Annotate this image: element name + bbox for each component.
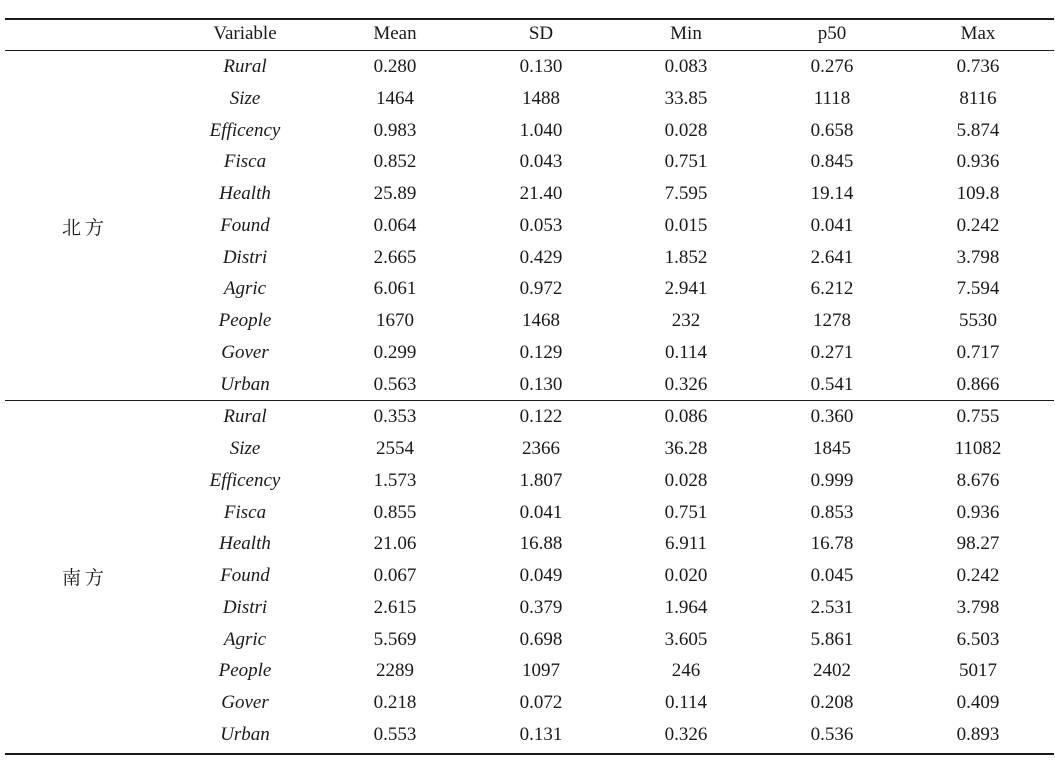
value-max: 0.936 [956, 501, 1000, 523]
value-sd: 1.040 [519, 119, 563, 141]
value-max: 11082 [954, 438, 1002, 459]
value-sd: 0.049 [519, 565, 563, 586]
value-max: 6.503 [956, 628, 1000, 650]
value-p50: 0.208 [810, 692, 854, 713]
value-min: 0.751 [664, 501, 708, 523]
value-p50: 0.541 [810, 373, 854, 395]
value-p50: 6.212 [810, 278, 854, 300]
variable-name: Rural [223, 56, 267, 77]
value-sd: 0.698 [519, 628, 563, 650]
value-min: 0.326 [664, 723, 708, 745]
value-min: 1.852 [664, 246, 708, 268]
value-mean: 0.280 [373, 56, 417, 77]
value-max: 5530 [959, 310, 997, 331]
variable-name: Distri [222, 596, 268, 618]
variable-name: Efficency [209, 469, 281, 491]
value-sd: 0.379 [519, 596, 563, 618]
value-mean: 0.553 [373, 723, 417, 745]
value-max: 0.866 [956, 373, 1000, 395]
group-label: 北方 [61, 216, 108, 239]
value-p50: 0.999 [810, 469, 854, 491]
value-sd: 0.130 [519, 56, 563, 77]
value-max: 98.27 [956, 533, 1000, 555]
value-mean: 2.665 [373, 246, 417, 268]
value-sd: 21.40 [519, 183, 563, 204]
value-min: 33.85 [664, 87, 708, 109]
variable-name: Fisca [223, 501, 267, 523]
variable-name: Gover [221, 692, 269, 713]
value-mean: 1.573 [373, 469, 417, 491]
value-max: 109.8 [956, 183, 1000, 204]
variable-name: Distri [222, 246, 268, 268]
value-p50: 0.045 [810, 565, 854, 586]
variable-name: Agric [223, 278, 267, 300]
value-max: 5017 [959, 660, 997, 682]
value-max: 0.242 [956, 214, 1000, 236]
header-min: Min [670, 23, 702, 44]
variable-name: Urban [220, 723, 270, 745]
variable-name: Gover [221, 341, 269, 363]
value-max: 0.409 [956, 692, 1000, 713]
value-min: 36.28 [664, 438, 708, 459]
value-min: 6.911 [664, 533, 708, 555]
value-max: 8.676 [956, 469, 1000, 491]
value-max: 0.717 [956, 341, 1000, 363]
value-p50: 0.536 [810, 723, 854, 745]
value-min: 7.595 [664, 183, 708, 204]
value-sd: 0.429 [519, 246, 563, 268]
value-min: 0.083 [664, 56, 708, 77]
value-mean: 1670 [376, 310, 414, 331]
value-p50: 16.78 [810, 533, 854, 555]
value-p50: 1845 [813, 438, 851, 459]
value-mean: 6.061 [373, 278, 417, 300]
value-sd: 1468 [522, 310, 560, 331]
value-min: 0.114 [664, 692, 708, 713]
header-variable: Variable [213, 23, 277, 44]
value-max: 5.874 [956, 119, 1000, 141]
value-min: 0.326 [664, 373, 708, 395]
value-p50: 0.360 [810, 406, 854, 428]
value-max: 3.798 [956, 246, 1000, 268]
value-mean: 2554 [376, 438, 414, 459]
value-min: 0.028 [664, 119, 708, 141]
variable-name: Rural [223, 406, 267, 428]
value-max: 0.736 [956, 56, 1000, 77]
value-mean: 0.353 [373, 406, 417, 428]
value-mean: 5.569 [373, 628, 417, 650]
value-max: 0.242 [956, 565, 1000, 586]
group-label: 南方 [61, 566, 108, 589]
value-sd: 0.129 [519, 341, 563, 363]
value-sd: 0.041 [519, 501, 563, 523]
value-p50: 1278 [813, 310, 851, 331]
value-mean: 0.064 [373, 214, 417, 236]
value-sd: 1097 [522, 660, 560, 682]
value-p50: 19.14 [810, 183, 854, 204]
value-max: 8116 [959, 87, 997, 109]
value-min: 3.605 [664, 628, 708, 650]
value-mean: 21.06 [373, 533, 417, 555]
value-mean: 0.563 [373, 373, 417, 395]
value-max: 3.798 [956, 596, 1000, 618]
value-p50: 0.271 [810, 341, 854, 363]
value-p50: 2.531 [810, 596, 854, 618]
value-sd: 0.043 [519, 151, 563, 173]
variable-name: Size [229, 87, 261, 109]
value-max: 7.594 [956, 278, 1000, 300]
value-sd: 0.053 [519, 214, 563, 236]
value-p50: 0.845 [810, 151, 854, 173]
variable-name: People [218, 660, 272, 682]
value-p50: 0.658 [810, 119, 854, 141]
header-max: Max [960, 23, 996, 44]
value-min: 0.114 [664, 341, 708, 363]
value-sd: 0.072 [519, 692, 563, 713]
variable-name: Health [219, 183, 271, 204]
value-mean: 0.983 [373, 119, 417, 141]
value-sd: 0.131 [519, 723, 563, 745]
value-p50: 0.041 [810, 214, 854, 236]
value-mean: 2289 [376, 660, 414, 682]
value-sd: 0.122 [519, 406, 563, 428]
variable-name: Urban [220, 373, 270, 395]
value-sd: 1.807 [519, 469, 563, 491]
value-min: 232 [671, 310, 701, 331]
value-sd: 16.88 [519, 533, 563, 555]
variable-name: Fisca [223, 151, 267, 173]
value-sd: 0.972 [519, 278, 563, 300]
value-min: 0.751 [664, 151, 708, 173]
value-p50: 0.276 [810, 56, 854, 77]
value-mean: 0.299 [373, 341, 417, 363]
value-sd: 1488 [522, 87, 560, 109]
value-max: 0.893 [956, 723, 1000, 745]
value-min: 0.086 [664, 406, 708, 428]
value-p50: 0.853 [810, 501, 854, 523]
value-mean: 1464 [376, 87, 414, 109]
value-min: 0.015 [664, 214, 708, 236]
bottom-rule [5, 753, 1054, 755]
value-mean: 0.855 [373, 501, 417, 523]
variable-name: Health [219, 533, 271, 555]
variable-name: Found [220, 565, 270, 586]
header-sd: SD [528, 23, 554, 44]
value-mean: 2.615 [373, 596, 417, 618]
value-min: 1.964 [664, 596, 708, 618]
header-p50: p50 [817, 23, 847, 44]
value-mean: 25.89 [373, 183, 417, 204]
value-max: 0.755 [956, 406, 1000, 428]
value-sd: 0.130 [519, 373, 563, 395]
variable-name: People [218, 310, 272, 331]
value-sd: 2366 [522, 438, 560, 459]
variable-name: Found [220, 214, 270, 236]
value-min: 246 [671, 660, 701, 682]
variable-name: Size [229, 438, 261, 459]
variable-name: Efficency [209, 119, 281, 141]
value-mean: 0.852 [373, 151, 417, 173]
value-mean: 0.067 [373, 565, 417, 586]
value-p50: 5.861 [810, 628, 854, 650]
value-min: 2.941 [664, 278, 708, 300]
variable-name: Agric [223, 628, 267, 650]
value-p50: 2.641 [810, 246, 854, 268]
value-min: 0.028 [664, 469, 708, 491]
value-p50: 2402 [813, 660, 851, 682]
value-mean: 0.218 [373, 692, 417, 713]
header-mean: Mean [373, 23, 417, 44]
value-p50: 1118 [813, 87, 851, 109]
value-min: 0.020 [664, 565, 708, 586]
value-max: 0.936 [956, 151, 1000, 173]
